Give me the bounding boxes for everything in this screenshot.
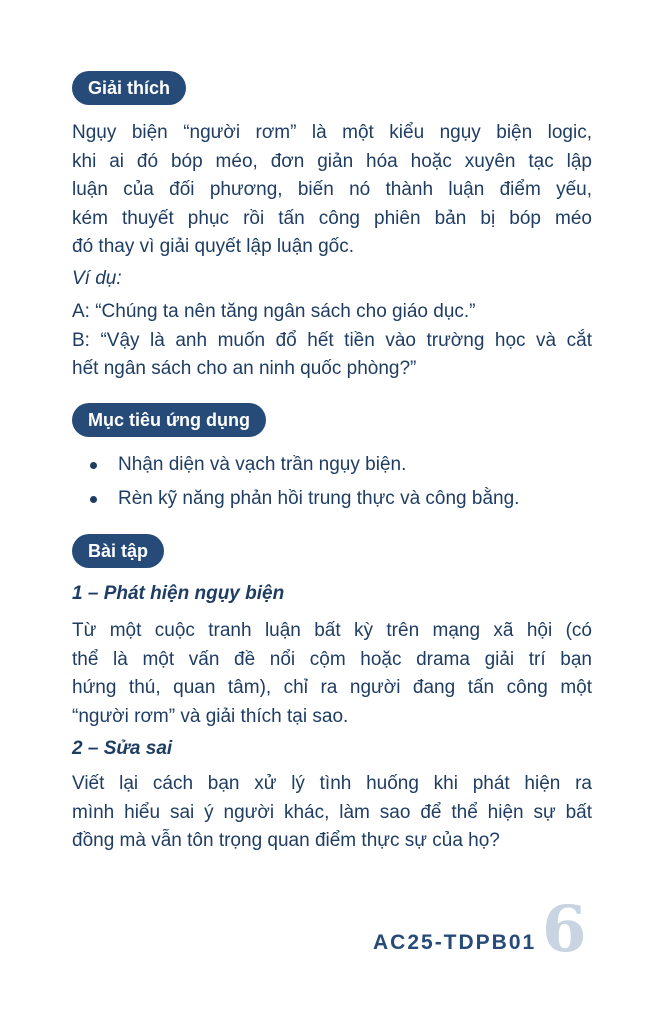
explain-line: khi ai đó bóp méo, đơn giản hóa hoặc xuyên tạc lập [72, 150, 592, 172]
exercise-2-title: 2 – Sửa sai [72, 738, 173, 759]
section-label-goals: Mục tiêu ứng dụng [72, 403, 266, 437]
bullet-icon [90, 496, 97, 503]
explain-line: kém thuyết phục rồi tấn công phiên bản bị bóp méo [72, 207, 592, 229]
explain-line: Ngụy biện “người rơm” là một kiểu ngụy biện logic, [72, 122, 592, 143]
example-line: A: “Chúng ta nên tăng ngân sách cho giáo dục.” [72, 301, 476, 322]
explain-paragraph [72, 119, 592, 262]
goals-list [88, 451, 608, 519]
list-item-text: Nhận diện và vạch trần ngụy biện. [118, 454, 407, 475]
exercise-2-paragraph [72, 770, 592, 856]
exercise-line: hứng thú, quan tâm), chỉ ra người đang tấn công một [72, 677, 592, 698]
section-label-explain: Giải thích [72, 71, 186, 105]
example-line: hết ngân sách cho an ninh quốc phòng?” [72, 358, 417, 379]
exercise-line: mình hiểu sai ý người khác, làm sao để thể hiện sự bất [72, 801, 592, 823]
exercise-line: Viết lại cách bạn xử lý tình huống khi phát hiện ra [72, 773, 592, 794]
exercise-1-paragraph [72, 617, 592, 731]
exercise-line: “người rơm” và giải thích tại sao. [72, 705, 349, 727]
list-item [88, 485, 608, 519]
document-code: AC25-TDPB01 [373, 931, 537, 954]
section-label-exercises: Bài tập [72, 534, 164, 568]
example-line: B: “Vậy là anh muốn đổ hết tiền vào trường học và cắt [72, 329, 592, 351]
example-label: Ví dụ: [72, 268, 122, 289]
page-number: 6 [542, 892, 587, 967]
exercise-line: Từ một cuộc tranh luận bất kỳ trên mạng xã hội (có [72, 620, 592, 641]
list-item-text: Rèn kỹ năng phản hồi trung thực và công bằng. [118, 488, 520, 509]
list-item [88, 451, 608, 485]
exercise-1-title: 1 – Phát hiện ngụy biện [72, 583, 285, 604]
exercise-line: thể là một vấn đề nổi cộm hoặc drama giải trí bạn [72, 648, 592, 670]
exercise-line: đồng mà vẫn tôn trọng quan điểm thực sự của họ? [72, 830, 500, 851]
example-paragraph [72, 298, 592, 384]
explain-line: luận của đối phương, biến nó thành luận điểm yếu, [72, 179, 592, 200]
bullet-icon [90, 462, 97, 469]
explain-line: đó thay vì giải quyết lập luận gốc. [72, 236, 355, 257]
